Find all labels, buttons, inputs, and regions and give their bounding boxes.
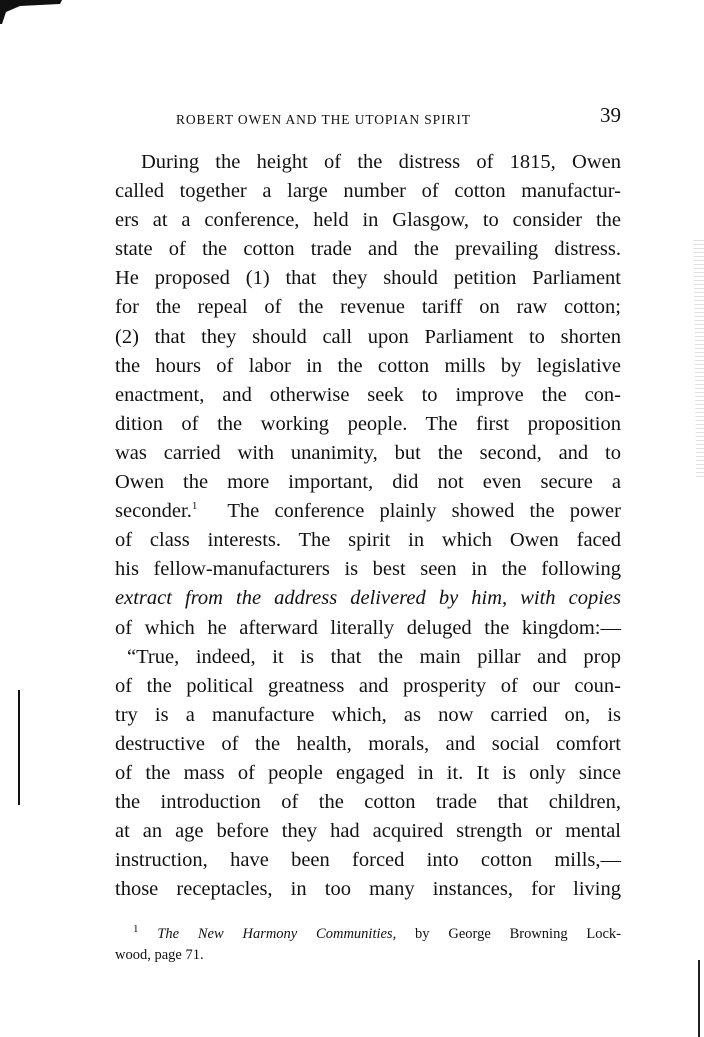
text-line-with-footnote bbox=[115, 497, 621, 526]
quote-line: try is a manufacture which, as now carried on, is bbox=[115, 703, 621, 726]
running-title: ROBERT OWEN AND THE UTOPIAN SPIRIT bbox=[176, 112, 471, 127]
quote-line: destructive of the health, morals, and social comfort bbox=[115, 732, 621, 755]
text-segment: seconder. bbox=[115, 500, 192, 523]
quote-line: of the mass of people engaged in it. It is only since bbox=[115, 761, 621, 784]
text-line: (2) that they should call upon Parliament to shorten bbox=[115, 325, 621, 348]
footnote-title: The New Harmony Communities, bbox=[157, 926, 397, 942]
quote-line: the introduction of the cotton trade that children, bbox=[115, 791, 621, 814]
scan-edge-shadow bbox=[678, 240, 704, 480]
text-line: was carried with unanimity, but the second, and to bbox=[115, 441, 621, 464]
footnote-reference[interactable]: 1 bbox=[191, 500, 198, 513]
footnote-text: by George Browning Lock- bbox=[415, 926, 621, 942]
quote-line: at an age before they had acquired strength or mental bbox=[115, 820, 621, 843]
text-line: state of the cotton trade and the prevailing distress. bbox=[115, 238, 621, 261]
quote-line: of the political greatness and prosperity of our coun- bbox=[115, 674, 621, 697]
text-line: of class interests. The spirit in which Owen faced bbox=[115, 529, 621, 552]
text-segment: The conference plainly showed the power bbox=[227, 500, 621, 523]
scan-edge-line bbox=[698, 960, 700, 1037]
text-line-italic: extract from the address delivered by him, with copies bbox=[115, 587, 621, 610]
text-line: Owen the more important, did not even secure a bbox=[115, 471, 621, 494]
text-line: enactment, and otherwise seek to improve the con- bbox=[115, 383, 621, 406]
footnote-line: wood, page 71. bbox=[115, 947, 204, 963]
footnote-marker: 1 bbox=[133, 923, 139, 936]
text-line: the hours of labor in the cotton mills by legislative bbox=[115, 354, 621, 377]
scan-corner-mark bbox=[0, 0, 62, 24]
text-line: He proposed (1) that they should petition Parliament bbox=[115, 267, 621, 290]
quote-line: those receptacles, in too many instances, for living bbox=[115, 878, 621, 901]
page-number: 39 bbox=[600, 103, 621, 127]
text-line: his fellow-manufacturers is best seen in the following bbox=[115, 558, 621, 581]
text-line: ers at a conference, held in Glasgow, to consider the bbox=[115, 209, 621, 232]
text-line: for the repeal of the revenue tariff on raw cotton; bbox=[115, 296, 621, 319]
text-line: of which he afterward literally deluged the kingdom:— bbox=[115, 616, 621, 639]
footnote-line bbox=[115, 924, 621, 945]
quote-line: “True, indeed, it is that the main pillar and prop bbox=[127, 645, 621, 668]
text-line: During the height of the distress of 1815, Owen bbox=[141, 151, 621, 173]
text-line: called together a large number of cotton manufactur- bbox=[115, 180, 621, 203]
quote-line: instruction, have been forced into cotton mills,— bbox=[115, 849, 621, 872]
body-text bbox=[115, 148, 621, 904]
footnote bbox=[115, 924, 621, 966]
running-head bbox=[100, 103, 621, 133]
text-line: dition of the working people. The first proposition bbox=[115, 412, 621, 435]
margin-rule bbox=[18, 690, 20, 805]
